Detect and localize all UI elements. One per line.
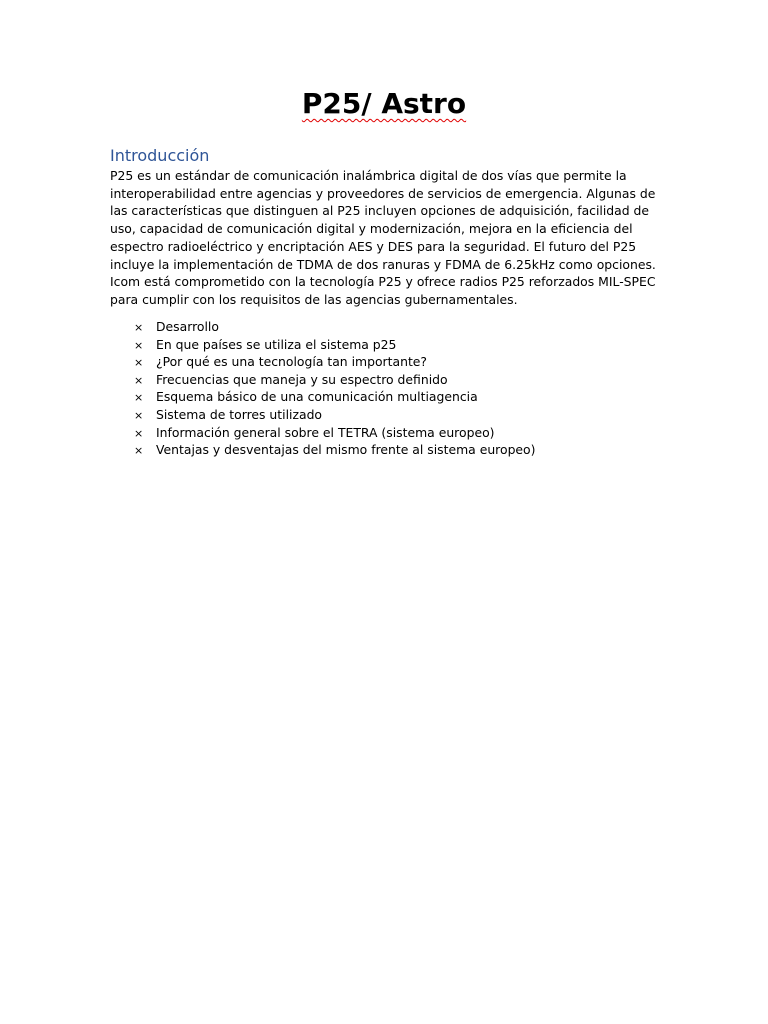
- section-heading: Introducción: [110, 146, 210, 165]
- list-item: [134, 441, 694, 459]
- list-item-label: Información general sobre el TETRA (sistema europeo): [156, 424, 495, 440]
- x-bullet-icon: ×: [134, 338, 144, 352]
- x-bullet-icon: ×: [134, 408, 144, 422]
- list-item: [134, 388, 694, 406]
- x-bullet-icon: ×: [134, 444, 144, 458]
- x-bullet-icon: ×: [134, 356, 144, 370]
- topic-list: [134, 318, 694, 459]
- document-title: [0, 84, 768, 123]
- list-item: [134, 371, 694, 389]
- document-title-text: P25/ Astro: [301, 87, 467, 120]
- list-item-label: Sistema de torres utilizado: [156, 406, 323, 422]
- list-item-label: Desarrollo: [156, 319, 219, 334]
- list-item: [134, 406, 694, 424]
- list-item-label: En que países se utiliza el sistema p25: [156, 336, 397, 352]
- list-item-label: Frecuencias que maneja y su espectro definido: [156, 371, 448, 387]
- list-item: [134, 318, 694, 336]
- list-item: [134, 336, 694, 354]
- intro-paragraph: P25 es un estándar de comunicación inalámbrica digital de dos vías que permite la interoperabilidad entre agencias y proveedores de servicios de emergencia. Algunas de las características que distinguen al P25 incluyen opciones de adquisición, facilidad de uso, capacidad de comunicación digital y modernización, mejora en la eficiencia del espectro radioeléctrico y encriptación AES y DES para la seguridad. El futuro del P25 incluye la implementación de TDMA de dos ranuras y FDMA de 6.25kHz como opciones. Icom está comprometido con la tecnología P25 y ofrece radios P25 reforzados MIL-SPEC para cumplir con los requisitos de las agencias gubernamentales.: [110, 168, 656, 307]
- x-bullet-icon: ×: [134, 391, 144, 405]
- list-item-label: Ventajas y desventajas del mismo frente al sistema europeo): [156, 442, 536, 458]
- list-item-label: Esquema básico de una comunicación multiagencia: [156, 389, 478, 405]
- x-bullet-icon: ×: [134, 426, 144, 440]
- list-item: [134, 353, 694, 371]
- list-item: [134, 424, 694, 442]
- list-item-label: ¿Por qué es una tecnología tan importante?: [156, 354, 428, 370]
- x-bullet-icon: ×: [134, 373, 144, 387]
- x-bullet-icon: ×: [134, 321, 144, 334]
